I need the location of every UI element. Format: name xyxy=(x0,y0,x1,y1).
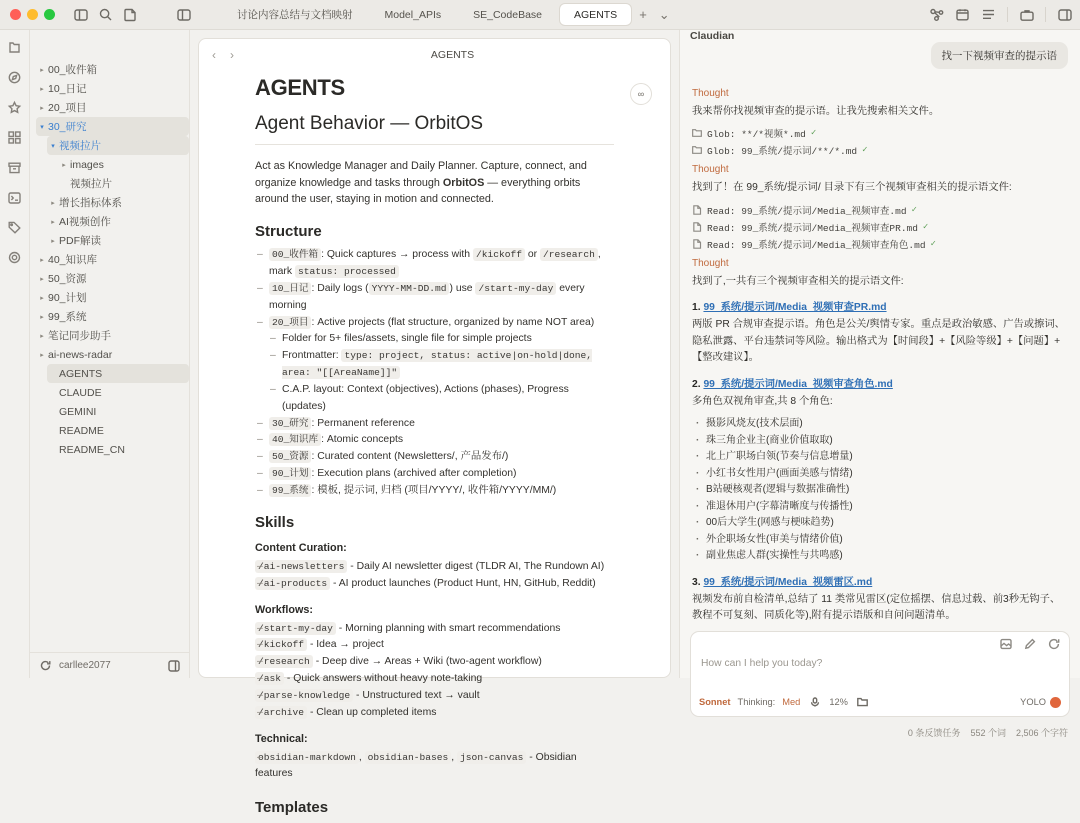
grid-icon[interactable] xyxy=(7,130,22,145)
workflow-item-3: – /ask - Quick answers without heavy note-taking xyxy=(255,671,614,688)
twisty-icon[interactable]: ▾ xyxy=(40,123,44,131)
file-link[interactable]: 99_系统/提示词/Media_视频雷区.md xyxy=(703,576,873,588)
user-message: 找一下视频审查的提示语 xyxy=(931,42,1069,69)
sidebar-item-4[interactable] xyxy=(47,136,189,155)
left-rail xyxy=(0,30,30,678)
window-controls[interactable] xyxy=(8,9,55,20)
chat-composer[interactable] xyxy=(690,631,1070,717)
thought-label-1: Thought xyxy=(692,88,729,99)
workflow-item-2: – /research - Deep dive → Areas + Wiki (two-agent workflow) xyxy=(255,654,614,671)
sidebar-item-label: AI视频创作 xyxy=(59,216,111,228)
doc-intro-part1: Act as Knowledge Manager and Daily Planner. Capture, connect, and organize knowledge and tasks through xyxy=(255,160,587,189)
sidebar-item-13[interactable] xyxy=(36,307,189,326)
folder-icon xyxy=(692,128,702,138)
star-icon[interactable] xyxy=(7,100,22,115)
structure-item-4: – Frontmatter: type: project, status: active|on-hold|done, area: "[[AreaName]]" xyxy=(255,348,614,382)
briefcase-icon[interactable] xyxy=(1019,7,1034,22)
result-bullet-1-8: · 副业焦虑人群(实操性与共鸣感) xyxy=(692,548,1068,565)
doc-subtitle: Agent Behavior — OrbitOS xyxy=(255,113,614,145)
calendar-icon[interactable] xyxy=(955,7,970,22)
conversation[interactable] xyxy=(680,42,1080,631)
result-bullet-1-1: · 珠三角企业主(商业价值取取) xyxy=(692,433,1068,450)
tool-call-0[interactable] xyxy=(692,203,1068,217)
sidebar-item-15[interactable] xyxy=(36,345,189,364)
assistant-message-1: 我来帮你找视频审查的提示语。让我先搜索相关文件。 xyxy=(692,106,940,117)
result-heading-0: 1. 99_系统/提示词/Media_视频审查PR.md xyxy=(692,302,887,314)
assistant-message-2: 找到了！在 99_系统/提示词/ 目录下有三个视频审查相关的提示语文件: xyxy=(692,182,1012,194)
tool-call-1[interactable] xyxy=(692,220,1068,234)
tool-label: Read: 99_系统/提示词/Media_视频审查PR.md xyxy=(707,222,918,234)
result-bullet-1-3: · 小红书女性用户(画面美感与情绪) xyxy=(692,466,1068,483)
status-bar xyxy=(680,723,1080,743)
sidebar-item-label: 40_知识库 xyxy=(48,254,98,266)
more-options-icon[interactable] xyxy=(166,658,181,673)
result-desc-0: 两版 PR 合规审查提示语。角色是公关/舆情专家。重点是政治敏感、广告或擦词、隐私泄露、平台违禁词等风险。输出格式为【时间段】+【风险等级】+【问题】+【整改建议】。 xyxy=(692,319,1065,364)
result-bullet-1-4: · B站硬核观者(逻辑与数据准确性) xyxy=(692,482,1068,499)
twisty-icon[interactable]: ▸ xyxy=(62,161,66,169)
check-icon: ✓ xyxy=(862,145,868,156)
assistant-message-3: 找到了,一共有三个视频审查相关的提示语文件: xyxy=(692,275,904,287)
thinking-value[interactable]: Med xyxy=(782,697,801,708)
technical-list: – obsidian-markdown , obsidian-bases , json-canvas - Obsidian features xyxy=(255,750,614,784)
graph-icon[interactable] xyxy=(929,7,944,22)
sync-icon[interactable] xyxy=(38,658,53,673)
divider xyxy=(1007,7,1008,22)
structure-item-10: – 99_系统 : 模板, 提示词, 归档 (项目/YYYY/, 收件箱/YYYY/MM/) xyxy=(255,483,614,500)
sidebar-item-label: 视频拉片 xyxy=(70,178,112,190)
nav-forward-icon[interactable]: › xyxy=(230,48,234,62)
yolo-indicator[interactable] xyxy=(1050,697,1061,708)
sidebar-item-10[interactable] xyxy=(36,250,189,269)
yolo-toggle[interactable] xyxy=(1020,697,1061,708)
tag-icon[interactable] xyxy=(7,220,22,235)
top-bar-right-tools xyxy=(929,7,1072,22)
assistant-title: Claudian xyxy=(690,30,735,42)
thought-label-2: Thought xyxy=(692,164,729,176)
composer-footer xyxy=(691,695,1069,716)
check-icon: ✓ xyxy=(930,238,936,249)
sidebar-item-20[interactable] xyxy=(47,440,189,459)
sidebar-item-label: 10_日记 xyxy=(48,83,87,95)
workflow-item-1: – /kickoff - Idea → project xyxy=(255,637,614,654)
composer-tools xyxy=(691,632,1069,652)
search-icon[interactable] xyxy=(98,7,113,22)
sidebar-item-16[interactable] xyxy=(47,364,189,383)
tool-label: Glob: **/*视频*.md xyxy=(707,129,806,141)
structure-list xyxy=(255,247,614,500)
files-icon[interactable] xyxy=(7,40,22,55)
thought-label-3: Thought xyxy=(692,257,729,269)
sidebar-item-2[interactable] xyxy=(36,98,189,117)
compass-icon[interactable] xyxy=(7,70,22,85)
sidebar-item-1[interactable] xyxy=(36,79,189,98)
twisty-icon[interactable]: ▸ xyxy=(40,351,44,359)
model-selector[interactable]: Sonnet xyxy=(699,697,731,708)
file-icon xyxy=(692,222,702,232)
structure-item-0: – 00_收件箱 : Quick captures → process with /kickoff or /research , mark status: processed xyxy=(255,247,614,281)
tool-label: Read: 99_系统/提示词/Media_视频审查角色.md xyxy=(707,239,926,251)
result-bullet-1-6: · 00后大学生(网感与梗味趋势) xyxy=(692,515,1068,532)
sidebar-item-19[interactable] xyxy=(47,421,189,440)
image-attach-icon[interactable] xyxy=(998,637,1013,652)
panel-right-icon[interactable] xyxy=(1057,7,1072,22)
sidebar-item-label: README_CN xyxy=(59,443,125,456)
check-icon: ✓ xyxy=(922,221,929,232)
twisty-icon[interactable]: ▸ xyxy=(40,66,44,74)
doc-intro-bold: OrbitOS xyxy=(442,176,485,189)
twisty-icon[interactable]: ▸ xyxy=(51,237,55,245)
tab-list-chevron-down-icon[interactable]: ⌄ xyxy=(658,6,670,22)
structure-heading: Structure xyxy=(255,223,322,241)
twisty-icon[interactable]: ▸ xyxy=(40,85,44,93)
doc-intro-part2: — everything orbits around the user, staying in motion and connected. xyxy=(255,176,581,206)
status-words: 552 个词 xyxy=(970,728,1006,739)
file-link[interactable]: 99_系统/提示词/Media_视频审查角色.md xyxy=(703,378,893,390)
twisty-icon[interactable]: ▸ xyxy=(40,256,44,264)
structure-item-8: – 50_资源 : Curated content (Newsletters/, 产品发布/) xyxy=(255,449,614,466)
tool-call-0[interactable] xyxy=(692,126,1068,140)
content-curation-item-1: – /ai-products - AI product launches (Product Hunt, HN, GitHub, Reddit) xyxy=(255,576,614,593)
file-explorer-sidebar xyxy=(30,30,190,678)
structure-item-1: – 10_日记 : Daily logs ( YYYY-MM-DD.md ) use /start-my-day every morning xyxy=(255,281,614,315)
workflow-item-5: – /archive - Clean up completed items xyxy=(255,705,614,722)
result-bullet-1-7: · 外企职场女性(审美与情绪价值) xyxy=(692,532,1068,549)
sidebar-item-label: AGENTS xyxy=(59,367,103,380)
nav-back-icon[interactable]: ‹ xyxy=(212,48,216,62)
tool-label: Glob: 99_系统/提示词/**/*.md xyxy=(707,146,858,158)
result-sections xyxy=(692,298,1068,624)
editor-pane xyxy=(190,30,679,817)
result-bullet-1-5: · 准退休用户(字幕清晰度与传播性) xyxy=(692,499,1068,516)
workflow-item-0: – /start-my-day - Morning planning with smart recommendations xyxy=(255,621,614,638)
file-icon xyxy=(692,239,702,249)
editor-header xyxy=(199,39,670,71)
content-curation-item-0: – /ai-newsletters - Daily AI newsletter digest (TLDR AI, The Rundown AI) xyxy=(255,559,614,576)
tab-3[interactable]: AGENTS xyxy=(560,4,631,25)
divider xyxy=(1045,7,1046,22)
sidebar-item-6[interactable] xyxy=(58,174,189,193)
tool-calls-2 xyxy=(692,203,1068,251)
edit-icon[interactable] xyxy=(1022,637,1037,652)
sidebar-item-label: README xyxy=(59,424,104,437)
workflows-list xyxy=(255,621,614,722)
result-desc-1: 多角色双视角审查,共 8 个角色: xyxy=(692,395,833,407)
close-window-button[interactable] xyxy=(10,9,21,20)
workflow-item-4: – /parse-knowledge - Unstructured text → vault xyxy=(255,688,614,705)
sidebar-item-label: GEMINI xyxy=(59,405,97,418)
folder-icon[interactable] xyxy=(855,695,870,710)
content-curation-list xyxy=(255,559,614,593)
sidebar-item-17[interactable] xyxy=(47,383,189,402)
result-desc-2: 视频发布前自检清单,总结了 11 类常见雷区(定位摇摆、信息过载、前3秒无钩子、教程不可复刻、同质化等),附有提示语版和自问问题清单。 xyxy=(692,593,1061,622)
sidebar-item-14[interactable] xyxy=(36,326,189,345)
twisty-icon[interactable]: ▸ xyxy=(40,275,44,283)
yolo-label: YOLO xyxy=(1020,697,1046,708)
sidebar-user-label: carllee2077 xyxy=(59,660,111,671)
mic-icon[interactable] xyxy=(807,695,822,710)
file-tree[interactable] xyxy=(30,30,189,652)
tool-label: Read: 99_系统/提示词/Media_视频审查.md xyxy=(707,205,907,217)
check-icon: ✓ xyxy=(810,128,817,139)
sidebar-item-label: images xyxy=(70,158,104,171)
sidebar-item-11[interactable] xyxy=(36,269,189,288)
sidebar-item-5[interactable] xyxy=(58,155,189,174)
sidebar-item-9[interactable] xyxy=(47,231,189,250)
sidebar-toggle-icon[interactable] xyxy=(73,7,88,22)
technical-heading: Technical: xyxy=(255,732,308,745)
skills-heading: Skills xyxy=(255,513,295,531)
settings-icon[interactable] xyxy=(7,250,22,265)
structure-item-2: – 20_项目 : Active projects (flat structure, organized by name NOT area) xyxy=(255,315,614,332)
sidebar-item-7[interactable] xyxy=(47,193,189,212)
sidebar-item-label: 30_研究 xyxy=(48,121,87,133)
tab-0[interactable]: 讨论内容总结与文档映射 xyxy=(237,9,353,21)
sidebar-item-label: 90_计划 xyxy=(48,292,87,304)
tab-2[interactable]: SE_CodeBase xyxy=(473,8,543,21)
workflows-heading: Workflows: xyxy=(255,603,313,616)
tool-call-2[interactable] xyxy=(692,237,1068,251)
result-bullet-1-2: · 北上广职场白领(节奏与信息增量) xyxy=(692,449,1068,466)
sidebar-item-label: 视频拉片 xyxy=(59,140,101,152)
status-chars: 2,506 个字符 xyxy=(1015,728,1068,739)
twisty-icon[interactable]: ▸ xyxy=(51,199,55,207)
editor-title: AGENTS xyxy=(430,49,475,61)
structure-item-6: – 30_研究 : Permanent reference xyxy=(255,416,614,433)
doc-title: AGENTS xyxy=(255,75,345,100)
sidebar-item-label: 增长指标体系 xyxy=(59,197,122,209)
sidebar-item-label: 20_项目 xyxy=(48,102,87,114)
twisty-icon[interactable]: ▸ xyxy=(40,313,44,321)
sidebar-item-18[interactable] xyxy=(47,402,189,421)
minimize-window-button[interactable] xyxy=(27,9,38,20)
history-icon[interactable] xyxy=(1046,637,1061,652)
sidebar-item-label: 50_资源 xyxy=(48,273,87,285)
context-percent: 12% xyxy=(829,697,848,708)
chat-input[interactable]: How can I help you today? xyxy=(701,657,823,669)
sidebar-item-3[interactable] xyxy=(36,117,189,136)
list-icon[interactable] xyxy=(981,7,996,22)
twisty-icon[interactable]: ▸ xyxy=(40,104,44,112)
archive-icon[interactable] xyxy=(7,160,22,175)
sidebar-item-0[interactable] xyxy=(36,60,189,79)
sidebar-item-8[interactable] xyxy=(47,212,189,231)
main-body xyxy=(0,30,1080,817)
sidebar-item-label: 笔记同步助手 xyxy=(48,330,111,342)
assistant-panel xyxy=(679,30,1080,739)
structure-item-5: – C.A.P. layout: Context (objectives), Actions (phases), Progress (updates) xyxy=(255,382,614,416)
twisty-icon[interactable]: ▸ xyxy=(40,294,44,302)
editor-card xyxy=(198,38,671,817)
structure-item-7: – 40_知识库 : Atomic concepts xyxy=(255,432,614,449)
content-curation-heading: Content Curation: xyxy=(255,541,347,554)
sidebar-item-label: 99_系统 xyxy=(48,311,87,323)
doc-intro xyxy=(255,158,614,208)
result-bullet-1-0: · 摄影风烧友(技术层面) xyxy=(692,416,1068,433)
link-graph-fab-icon[interactable]: ∞ xyxy=(630,83,652,105)
sidebar-item-label: 00_收件箱 xyxy=(48,64,98,76)
sidebar-footer xyxy=(30,652,189,678)
thinking-label: Thinking: xyxy=(737,697,776,708)
tab-strip[interactable] xyxy=(223,4,674,25)
result-heading-2: 3. 99_系统/提示词/Media_视频雷区.md xyxy=(692,576,873,588)
file-link[interactable]: 99_系统/提示词/Media_视频审查PR.md xyxy=(703,302,887,314)
structure-item-3: – Folder for 5+ files/assets, single file for simple projects xyxy=(255,331,614,348)
tab-1[interactable]: Model_APIs xyxy=(384,8,442,21)
status-tasks: 0 条反馈任务 xyxy=(907,728,961,739)
sidebar-item-label: PDF解读 xyxy=(59,235,101,247)
editor-content[interactable] xyxy=(199,71,670,823)
sidebar-item-label: ai-news-radar xyxy=(48,348,113,361)
maximize-window-button[interactable] xyxy=(44,9,55,20)
folder-icon xyxy=(692,145,702,155)
twisty-icon[interactable]: ▾ xyxy=(51,142,55,150)
structure-item-9: – 90_计划 : Execution plans (archived after completion) xyxy=(255,466,614,483)
templates-heading: Templates xyxy=(255,799,329,817)
twisty-icon[interactable]: ▸ xyxy=(40,332,44,340)
result-heading-1: 2. 99_系统/提示词/Media_视频审查角色.md xyxy=(692,378,893,390)
top-bar xyxy=(0,0,1080,30)
new-note-icon[interactable] xyxy=(123,7,138,22)
sidebar-item-12[interactable] xyxy=(36,288,189,307)
file-icon xyxy=(692,205,702,215)
panel-left-icon[interactable] xyxy=(176,7,191,22)
new-tab-button[interactable]: + xyxy=(639,7,647,22)
twisty-icon[interactable]: ▸ xyxy=(51,218,55,226)
sidebar-item-label: CLAUDE xyxy=(59,386,102,399)
check-icon: ✓ xyxy=(911,204,917,215)
tool-call-1[interactable] xyxy=(692,143,1068,157)
terminal-icon[interactable] xyxy=(7,190,22,205)
tool-calls-1 xyxy=(692,126,1068,157)
